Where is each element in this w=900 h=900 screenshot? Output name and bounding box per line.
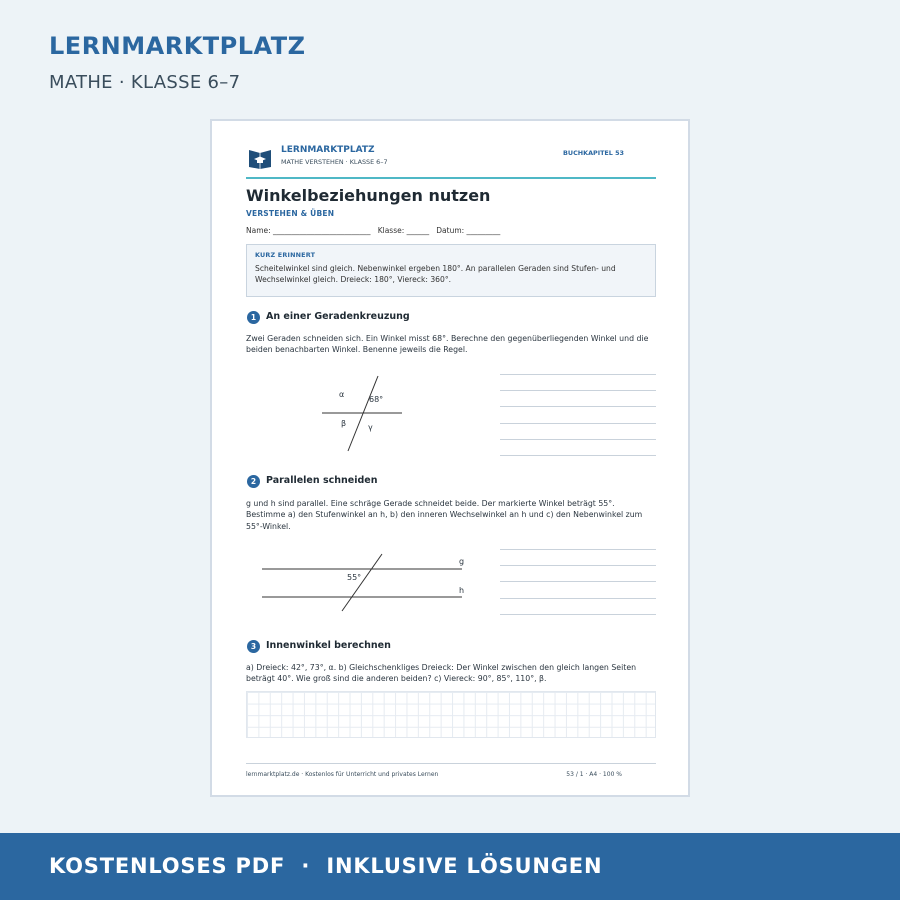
recall-title: KURZ ERINNERT [255,251,316,259]
figure-label-angle: 55° [347,573,362,582]
header-chapter: BUCHKAPITEL 53 [563,149,624,157]
figure-label-angle: 68° [369,395,384,404]
figure-label-alpha: α [339,390,345,399]
answer-lines [500,374,656,471]
task-number-badge: 2 [247,475,260,488]
answer-lines [500,549,656,630]
task-text: a) Dreieck: 42°, 73°, α. b) Gleichschenkliges Dreieck: Der Winkel zwischen den gleich langen Seiten beträgt 40°. Wie groß sind die anderen beiden? c) Viereck: 90°, 85°, 110°, β. [246,663,637,684]
recall-box [246,244,656,297]
header-divider [246,177,656,179]
brand-subtitle: MATHE · KLASSE 6–7 [49,72,241,93]
figure-label-g: g [459,557,465,566]
parallel-lines-figure [257,551,472,616]
figure-label-h: h [459,586,465,595]
promo-banner [0,833,900,900]
intersecting-lines-figure [312,371,422,456]
worksheet-title: Winkelbeziehungen nutzen [246,186,491,205]
task-number-badge: 1 [247,311,260,324]
task-title: An einer Geradenkreuzung [266,311,410,322]
task-number-badge: 3 [247,640,260,653]
task-text: Zwei Geraden schneiden sich. Ein Winkel misst 68°. Berechne den gegenüberliegenden Winkel und die beiden benachbarten Winkel. Benenne jeweils die Regel. [246,334,649,355]
worksheet-preview [210,119,690,797]
header-subtitle: MATHE VERSTEHEN · KLASSE 6–7 [281,158,388,166]
task-text: g und h sind parallel. Eine schräge Gerade schneidet beide. Der markierte Winkel beträgt 55°. Bestimme a) den Stufenwinkel an h, b) den inneren Wechselwinkel an h und c) den Nebenwinkel zum 55°-Winkel. [246,499,643,531]
figure-label-gamma: γ [368,423,373,432]
figure-label-beta: β [341,419,347,428]
task-title: Parallelen schneiden [266,475,378,486]
header-brand: LERNMARKTPLATZ [281,145,375,155]
brand-title: LERNMARKTPLATZ [49,32,306,60]
book-logo-icon [248,148,272,169]
task-title: Innenwinkel berechnen [266,640,391,651]
worksheet-tagline: VERSTEHEN & ÜBEN [246,209,335,218]
footer-right: 53 / 1 · A4 · 100 % [566,771,622,778]
footer-divider [246,763,656,764]
answer-grid [246,691,656,738]
recall-text: Scheitelwinkel sind gleich. Nebenwinkel ergeben 180°. An parallelen Geraden sind Stufen- und Wechselwinkel gleich. Dreieck: 180°, Viereck: 360°. [255,264,616,284]
footer-left: lernmarktplatz.de · Kostenlos für Unterricht und privates Lernen [246,771,439,778]
figure-line [342,554,382,611]
student-fields: Name: __________________________ Klasse: ______ Datum: _________ [246,226,501,235]
banner-text: KOSTENLOSES PDF · INKLUSIVE LÖSUNGEN [49,854,603,878]
